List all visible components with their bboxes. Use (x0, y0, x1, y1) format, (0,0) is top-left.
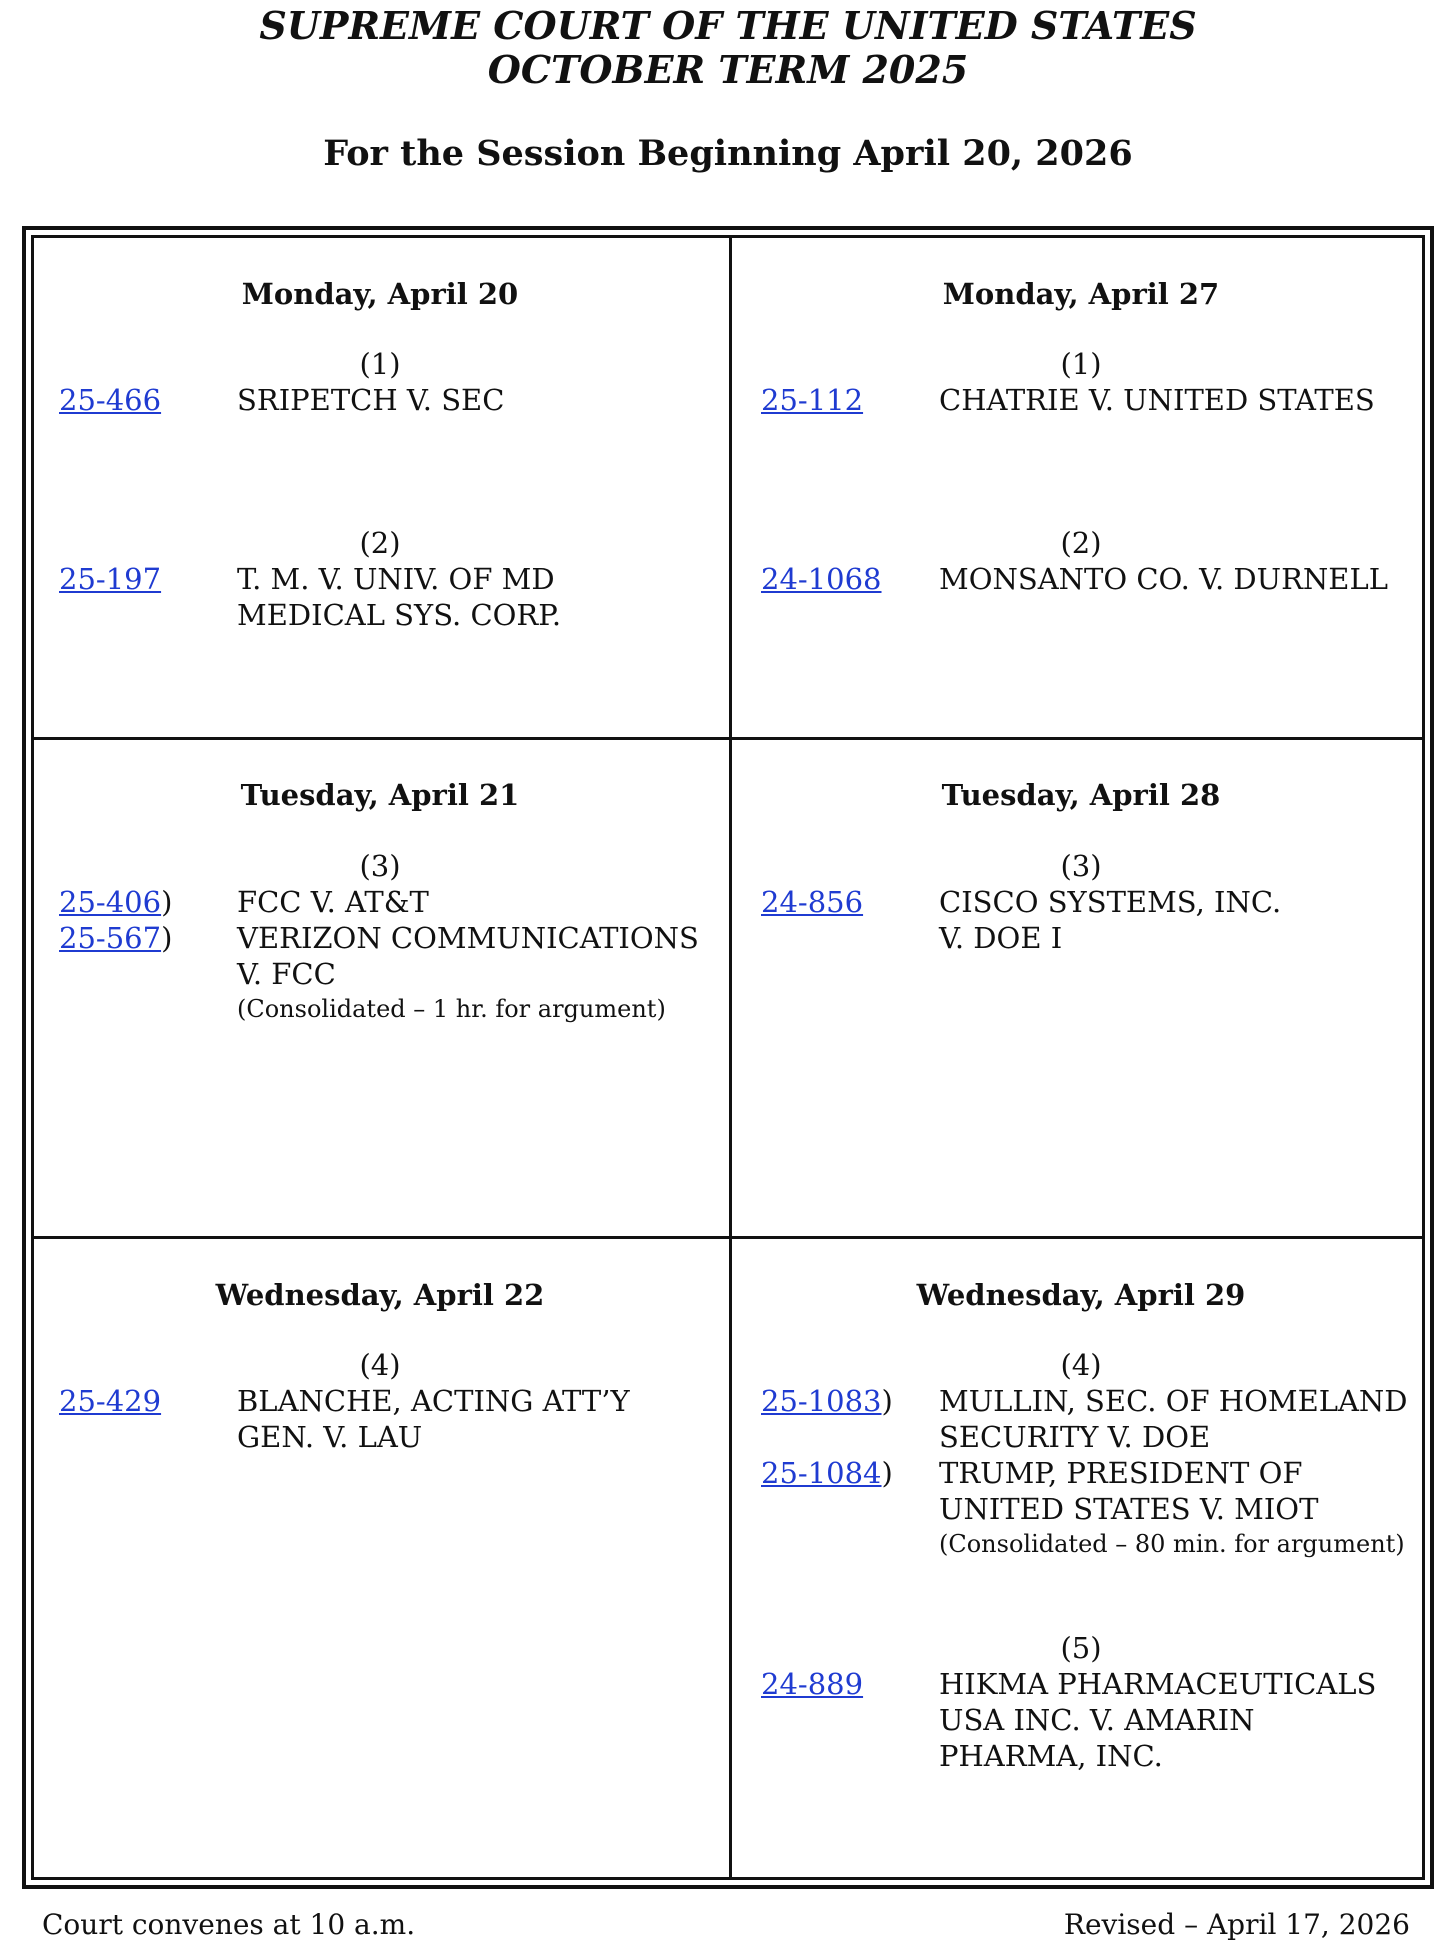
calendar-inner-border (31, 235, 1425, 1880)
docket-link[interactable]: 25-567 (59, 921, 162, 955)
docket-number (761, 561, 882, 597)
case-order-number: (4) (359, 1348, 401, 1382)
docket-link[interactable]: 25-1083 (761, 1384, 882, 1418)
day-heading: Tuesday, April 21 (240, 778, 520, 812)
case-order-number: (1) (1060, 347, 1102, 381)
court-title: SUPREME COURT OF THE UNITED STATES (259, 3, 1197, 48)
consolidation-bracket: ) (161, 921, 173, 955)
docket-link[interactable]: 25-429 (59, 1384, 162, 1418)
case-caption-line: HIKMA PHARMACEUTICALS (939, 1667, 1377, 1701)
case-caption-line: SECURITY V. DOE (939, 1420, 1211, 1454)
session-subtitle: For the Session Beginning April 20, 2026 (323, 133, 1133, 174)
day-heading: Tuesday, April 28 (941, 778, 1221, 812)
docket-link[interactable]: 25-466 (59, 383, 162, 417)
case-caption-line: PHARMA, INC. (939, 1739, 1163, 1773)
column-divider (729, 235, 732, 1880)
day-heading: Monday, April 20 (241, 277, 519, 311)
consolidation-bracket: ) (881, 1384, 893, 1418)
case-order-number: (3) (1060, 849, 1102, 883)
docket-link[interactable]: 24-1068 (761, 562, 882, 596)
docket-number (761, 1383, 893, 1419)
case-order-number: (2) (1060, 526, 1102, 560)
case-order-number: (5) (1060, 1631, 1102, 1665)
case-caption-line: V. DOE I (939, 921, 1063, 955)
docket-link[interactable]: 25-1084 (761, 1456, 882, 1490)
case-caption-line: MONSANTO CO. V. DURNELL (939, 562, 1388, 596)
docket-number (59, 561, 161, 597)
case-caption-line: GEN. V. LAU (237, 1420, 423, 1454)
consolidation-bracket: ) (161, 885, 173, 919)
case-caption-line: VERIZON COMMUNICATIONS (237, 921, 699, 955)
day-heading: Monday, April 27 (942, 277, 1220, 311)
row-divider-2 (31, 1236, 1425, 1239)
case-caption-line: FCC V. AT&T (237, 885, 429, 919)
revision-date: Revised – April 17, 2026 (1063, 1908, 1410, 1941)
docket-number (59, 884, 172, 920)
docket-link[interactable]: 25-406 (59, 885, 162, 919)
docket-link[interactable]: 24-856 (761, 885, 864, 919)
case-caption-line: V. FCC (237, 957, 336, 991)
case-caption-line: CISCO SYSTEMS, INC. (939, 885, 1282, 919)
case-caption-line: MEDICAL SYS. CORP. (237, 598, 562, 632)
case-caption-line: BLANCHE, ACTING ATT’Y (237, 1384, 630, 1418)
docket-number (761, 884, 863, 920)
convene-time-note: Court convenes at 10 a.m. (42, 1908, 416, 1941)
consolidation-note: (Consolidated – 1 hr. for argument) (237, 995, 666, 1023)
docket-number (59, 382, 161, 418)
case-caption-line: T. M. V. UNIV. OF MD (237, 562, 555, 596)
case-caption-line: SRIPETCH V. SEC (237, 383, 505, 417)
docket-number (761, 382, 863, 418)
docket-number (59, 920, 172, 956)
case-order-number: (3) (359, 849, 401, 883)
case-caption-line: USA INC. V. AMARIN (939, 1703, 1255, 1737)
docket-link[interactable]: 25-197 (59, 562, 162, 596)
docket-link[interactable]: 25-112 (761, 383, 864, 417)
case-caption-line: TRUMP, PRESIDENT OF (939, 1456, 1303, 1490)
consolidation-bracket: ) (881, 1456, 893, 1490)
term-title: OCTOBER TERM 2025 (487, 47, 969, 92)
case-order-number: (1) (359, 347, 401, 381)
docket-number (59, 1383, 161, 1419)
docket-number (761, 1666, 863, 1702)
day-heading: Wednesday, April 29 (916, 1278, 1246, 1312)
case-order-number: (4) (1060, 1348, 1102, 1382)
day-heading: Wednesday, April 22 (215, 1278, 545, 1312)
consolidation-note: (Consolidated – 80 min. for argument) (939, 1530, 1405, 1558)
case-caption-line: UNITED STATES V. MIOT (939, 1492, 1319, 1526)
docket-number (761, 1455, 893, 1491)
docket-link[interactable]: 24-889 (761, 1667, 864, 1701)
case-caption-line: CHATRIE V. UNITED STATES (939, 383, 1375, 417)
row-divider-1 (31, 737, 1425, 740)
case-order-number: (2) (359, 526, 401, 560)
case-caption-line: MULLIN, SEC. OF HOMELAND (939, 1384, 1408, 1418)
